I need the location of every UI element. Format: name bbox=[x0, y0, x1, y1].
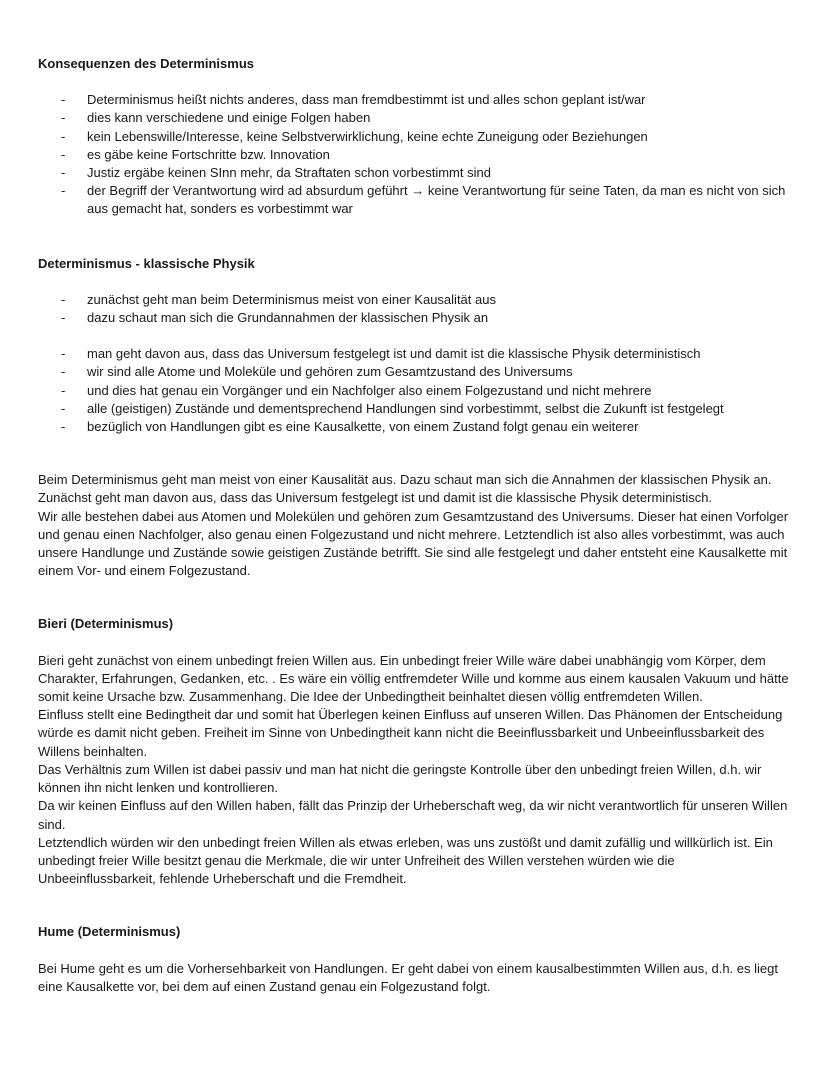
heading-klassische-physik: Determinismus - klassische Physik bbox=[38, 255, 255, 271]
bullet-dash: - bbox=[61, 128, 66, 144]
list-item: - und dies hat genau ein Vorgänger und ein Nachfolger also einem Folgezustand und nicht mehrere bbox=[38, 382, 790, 400]
paragraph: Beim Determinismus geht man meist von einer Kausalität aus. Dazu schaut man sich die Annahmen der klassischen Physik an. bbox=[38, 472, 772, 488]
list-item: - Determinismus heißt nichts anderes, dass man fremdbestimmt ist und alles schon geplant ist/war bbox=[38, 91, 790, 109]
bullet-dash: - bbox=[61, 183, 66, 199]
list-item: - Justiz ergäbe keinen SInn mehr, da Straftaten schon vorbestimmt sind bbox=[38, 164, 790, 182]
list-item: - dies kann verschiedene und einige Folgen haben bbox=[38, 109, 790, 127]
list-item: - man geht davon aus, dass das Universum festgelegt ist und damit ist die klassische Physik deterministisch bbox=[38, 345, 790, 363]
heading-hume: Hume (Determinismus) bbox=[38, 924, 181, 940]
bullet-dash: - bbox=[61, 310, 66, 326]
bullet-dash: - bbox=[61, 165, 66, 181]
paragraph: Bei Hume geht es um die Vorhersehbarkeit von Handlungen. Er geht dabei von einem kausalbestimmten Willen aus, d.h. es liegt eine Kausalkette vor, bei dem auf einen Zustand genau ein Folgezustand folgt. bbox=[38, 960, 778, 994]
document-page bbox=[38, 55, 790, 996]
list-item: - alle (geistigen) Zustände und dementsprechend Handlungen sind vorbestimmt, selbst die Zukunft ist festgelegt bbox=[38, 400, 790, 418]
paragraph: Wir alle bestehen dabei aus Atomen und Molekülen und gehören zum Gesamtzustand des Universums. Dieser hat einen Vorfolger und genau einen Nachfolger, also genau einen Folgezustand und nicht mehrere. Letztendlich ist also alles vorbestimmt, was auch unsere Handlunge und Zustände sowie geistigen Zustände betrifft. Sie sind alle festgelegt und daher entsteht eine Kausalkette mit einem Vor- und einem Folgezustand. bbox=[38, 508, 789, 579]
heading-bieri: Bieri (Determinismus) bbox=[38, 616, 174, 632]
paragraph: Da wir keinen Einfluss auf den Willen haben, fällt das Prinzip der Urheberschaft weg, da wir nicht verantwortlich für unseren Willen sind. bbox=[38, 798, 788, 832]
bullet-dash: - bbox=[61, 364, 66, 380]
bullet-dash: - bbox=[61, 92, 66, 108]
bullet-dash: - bbox=[61, 419, 66, 435]
list-item: - kein Lebenswille/Interesse, keine Selbstverwirklichung, keine echte Zuneigung oder Beziehungen bbox=[38, 128, 790, 146]
bullet-dash: - bbox=[61, 346, 66, 362]
list-konsequenzen bbox=[38, 91, 790, 218]
heading-konsequenzen: Konsequenzen des Determinismus bbox=[38, 56, 254, 71]
bullet-dash: - bbox=[61, 291, 66, 307]
bullet-dash: - bbox=[61, 110, 66, 126]
list-physik-a bbox=[38, 291, 790, 327]
list-item: - bezüglich von Handlungen gibt es eine Kausalkette, von einem Zustand folgt genau ein weiterer bbox=[38, 418, 790, 436]
paragraph: Bieri geht zunächst von einem unbedingt freien Willen aus. Ein unbedingt freier Wille wäre dabei unabhängig vom Körper, dem Charakter, Erfahrungen, Gedanken, etc. . Es wäre ein völlig entfremdeter Wille und komme aus einem kausalen Vakuum und hätte somit keine Ursache bzw. Zusammenhang. Die Idee der Unbedingtheit beinhaltet diesen völlig entfremdeten Willen. bbox=[38, 652, 789, 705]
paragraph: Zunächst geht man davon aus, dass das Universum festgelegt ist und damit ist die klassische Physik deterministisch. bbox=[38, 490, 713, 506]
list-item: - dazu schaut man sich die Grundannahmen der klassischen Physik an bbox=[38, 309, 790, 327]
list-item: - der Begriff der Verantwortung wird ad absurdum geführt → keine Verantwortung für seine Taten, da man es nicht von sich aus gemacht hat, sonders es vorbestimmt war bbox=[61, 183, 786, 217]
list-physik-b bbox=[38, 345, 790, 436]
paragraph: Das Verhältnis zum Willen ist dabei passiv und man hat nicht die geringste Kontrolle über den unbedingt freien Willen, d.h. wir können ihn nicht lenken und kontrollieren. bbox=[38, 761, 762, 796]
paragraph: Letztendlich würden wir den unbedingt freien Willen als etwas erleben, was uns zustößt und damit zufällig und willkürlich ist. Ein unbedingt freier Wille besitzt genau die Merkmale, die wir unter Unfreiheit des Willen verstehen würden wie die Unbeeinflussbarkeit, fehlende Urheberschaft und die Fremdheit. bbox=[38, 834, 773, 887]
list-item: - es gäbe keine Fortschritte bzw. Innovation bbox=[38, 146, 790, 164]
bullet-dash: - bbox=[61, 146, 66, 162]
list-item: - zunächst geht man beim Determinismus meist von einer Kausalität aus bbox=[38, 291, 790, 309]
list-item: - wir sind alle Atome und Moleküle und gehören zum Gesamtzustand des Universums bbox=[38, 363, 790, 381]
paragraph: Einfluss stellt eine Bedingtheit dar und somit hat Überlegen keinen Einfluss auf unseren Willen. Das Phänomen der Entscheidung würde es damit nicht geben. Freiheit im Sinne von Unbedingtheit kann nicht die Beeinflussbarkeit und Unbeeinflussbarkeit des Willens beinhalten. bbox=[38, 707, 783, 759]
bullet-dash: - bbox=[61, 400, 66, 416]
bullet-dash: - bbox=[61, 382, 66, 398]
